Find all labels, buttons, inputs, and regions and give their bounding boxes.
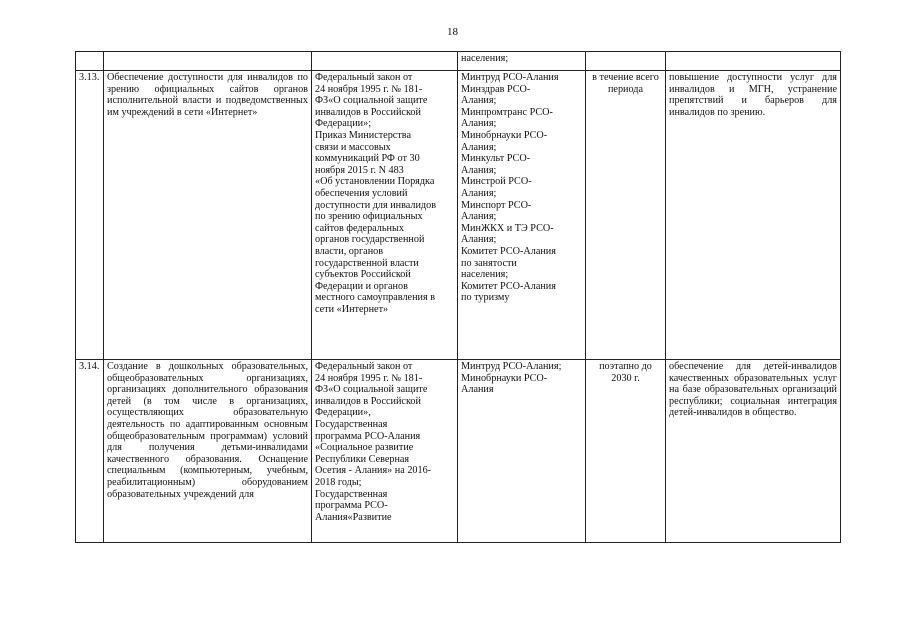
cell-activity: Создание в дошкольных образовательных, общеобразовательных организациях, организациях дополнительного образования детей (в том числе в организациях, осуществляющих образовательную деятельность по адаптированным основным общеобразовательным программам) условий для получения детьми-инвалидами качественного образования. Оснащение специальным (компьютерным, учебным, реабилитационным) оборудованием образовательных учреждений для [104, 360, 312, 543]
cell-legal-basis [312, 71, 458, 360]
table-row [76, 360, 841, 543]
cell-num [76, 52, 104, 71]
text-line: Алания«Развитие [315, 511, 392, 523]
cell-result: повышение доступности услуг для инвалидов и МГН, устранение препятствий и барьеров для инвалидов по зрению. [666, 71, 841, 360]
text-line: Минздрав РСО- [461, 83, 531, 95]
table-row [76, 71, 841, 360]
text-line: Минстрой РСО- [461, 176, 532, 188]
text-line: Алания; [461, 95, 497, 107]
text-line: ноября 2015 г. N 483 [315, 164, 404, 176]
text-line: Минобрнауки РСО- [461, 129, 548, 141]
text-line: по туризму [461, 292, 510, 304]
text-line: Минтруд РСО-Алания [461, 72, 559, 83]
text-line: Федеральный закон от [315, 72, 413, 83]
cell-term [586, 52, 666, 71]
cell-activity: Обеспечение доступности для инвалидов по зрению официальных сайтов органов исполнительной власти и подведомственных им учреждений в сети «Интернет» [104, 71, 312, 360]
text-line: государственной власти [315, 257, 419, 269]
cell-term: поэтапно до 2030 г. [586, 360, 666, 543]
text-line: населения; [461, 269, 509, 281]
text-line: по зрению официальных [315, 211, 423, 223]
text-line: Алания; [461, 234, 497, 246]
text-line: Федерации», [315, 407, 371, 419]
cell-result [666, 52, 841, 71]
page-number: 18 [447, 26, 458, 38]
text-line: Алания [461, 384, 494, 396]
text-line: Государственная [315, 488, 388, 500]
text-line: Минобрнауки РСО- [461, 372, 548, 384]
text-line: Алания; [461, 141, 497, 153]
text-line: по занятости [461, 257, 517, 269]
cell-legal-basis [312, 52, 458, 71]
text-line: Комитет РСО-Алания [461, 280, 556, 292]
cell-executors: населения; [458, 52, 586, 71]
text-line: Федерации и органов [315, 280, 408, 292]
text-line: «Социальное развитие [315, 442, 414, 454]
cell-legal-basis [312, 360, 458, 543]
text-line: ФЗ«О социальной защите [315, 95, 428, 107]
text-line: коммуникаций РФ от 30 [315, 153, 420, 165]
measures-table [75, 51, 841, 543]
text-line: Государственная [315, 418, 388, 430]
text-line: субъектов Российской [315, 269, 411, 281]
text-line: Минспорт РСО- [461, 199, 532, 211]
cell-activity [104, 52, 312, 71]
text-line: Алания; [461, 187, 497, 199]
text-line: связи и массовых [315, 141, 391, 153]
text-line: инвалидов в Российской [315, 106, 421, 118]
cell-num: 3.13. [76, 71, 104, 360]
text-line: сети «Интернет» [315, 303, 389, 315]
text-line: обеспечения условий [315, 187, 408, 199]
text-line: 2018 годы; [315, 476, 362, 488]
text-line: доступности для инвалидов [315, 199, 437, 211]
text-line: ФЗ«О социальной защите [315, 384, 428, 396]
text-line: Комитет РСО-Алания [461, 245, 556, 257]
text-line: Алания; [461, 118, 497, 130]
cell-executors [458, 71, 586, 360]
text-line: Приказ Министерства [315, 129, 411, 141]
text-line: инвалидов в Российской [315, 395, 421, 407]
cell-result: обеспечение для детей-инвалидов качественных образовательных услуг на базе образовательных организаций республики; социальная интеграция детей-инвалидов в общество. [666, 360, 841, 543]
table-row-continuation [76, 52, 841, 71]
cell-term: в течение всего периода [586, 71, 666, 360]
text-line: Алания; [461, 211, 497, 223]
text-line: Алания; [461, 164, 497, 176]
cell-executors [458, 360, 586, 543]
text-line: сайтов федеральных [315, 222, 404, 234]
text-line: программа РСО- [315, 500, 388, 512]
text-line: Минкульт РСО- [461, 153, 531, 165]
text-line: Осетия - Алания» на 2016- [315, 465, 432, 477]
text-line: местного самоуправления в [315, 292, 436, 304]
text-line: органов государственной [315, 234, 425, 246]
text-line: «Об установлении Порядка [315, 176, 435, 188]
text-line: программа РСО-Алания [315, 430, 421, 442]
text-line: власти, органов [315, 245, 384, 257]
text-line: 24 ноября 1995 г. № 181- [315, 372, 423, 384]
cell-num: 3.14. [76, 360, 104, 543]
text-line: Федеральный закон от [315, 361, 413, 372]
text-line: Минпромтранс РСО- [461, 106, 553, 118]
text-line: Минтруд РСО-Алания; [461, 361, 562, 372]
text-line: МинЖКХ и ТЭ РСО- [461, 222, 554, 234]
text-line: Федерации»; [315, 118, 372, 130]
text-line: 24 ноября 1995 г. № 181- [315, 83, 423, 95]
text-line: Республики Северная [315, 453, 410, 465]
